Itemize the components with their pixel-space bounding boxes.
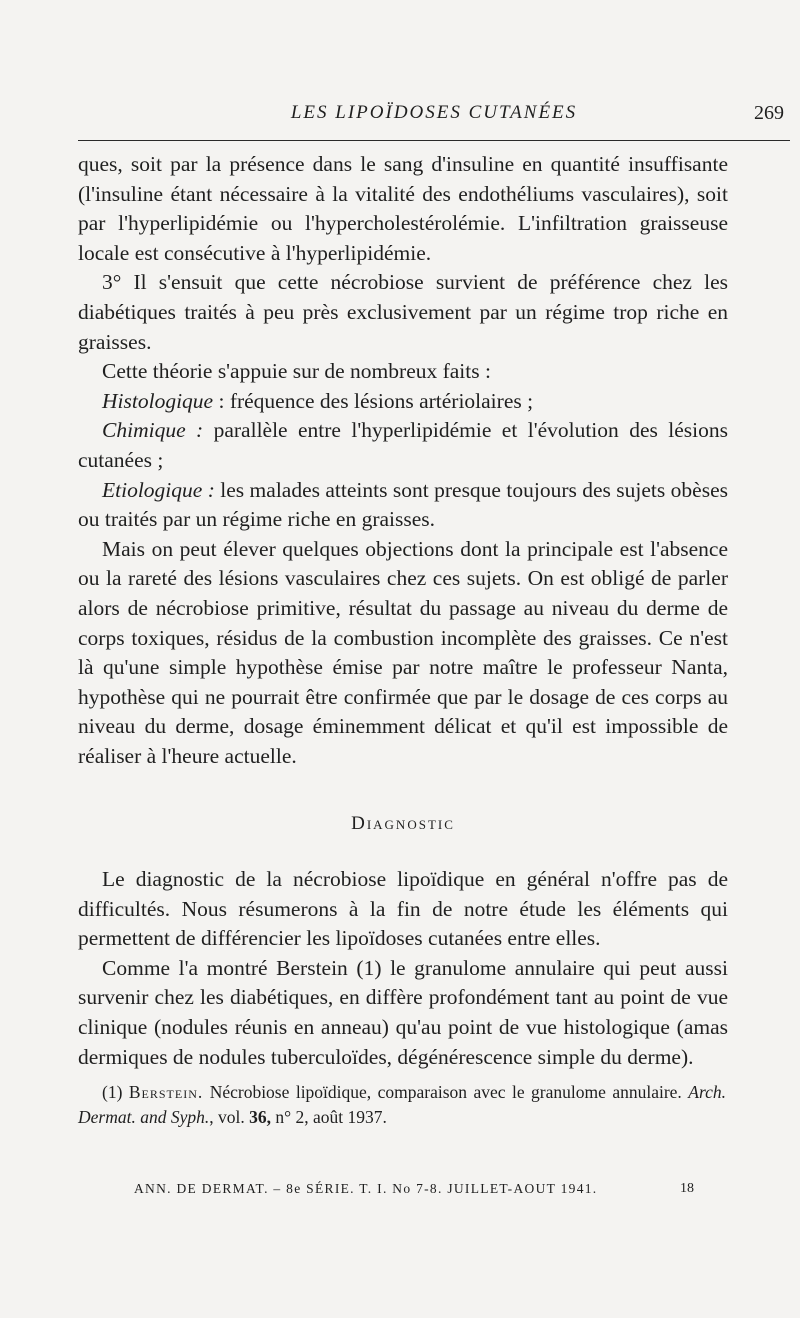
paragraph-text: : fréquence des lésions artériolaires ; — [213, 388, 534, 413]
paragraph: Cette théorie s'appuie sur de nombreux faits : — [102, 359, 491, 384]
footnote-text — [78, 1080, 726, 1130]
italic-lead: Histologique — [102, 388, 214, 413]
footnote-author: Berstein. — [128, 1082, 204, 1102]
footnote-text-part: n° 2, août 1937. — [270, 1107, 387, 1127]
italic-lead: Etiologique : — [102, 477, 215, 502]
footnote-marker: (1) — [102, 1082, 129, 1102]
paragraph — [78, 416, 728, 475]
body-text — [78, 150, 728, 1072]
header-rule — [78, 140, 790, 141]
paragraph: Comme l'a montré Berstein (1) le granulome annulaire qui peut aussi survenir chez les diabétiques, en diffère profondément tant au point de vue clinique (nodules réunis en anneau) qu'au point de vue histologique (amas dermiques de nodules tuberculoïdes, dégénérescence simple du derme). — [78, 955, 728, 1069]
footnote-title: Nécrobiose lipoïdique, comparaison avec le granulome annulaire. — [203, 1082, 689, 1102]
page-number: 269 — [754, 102, 784, 124]
paragraph — [78, 387, 728, 417]
paragraph — [78, 476, 728, 535]
paragraph: 3° Il s'ensuit que cette nécrobiose survient de préférence chez les diabétiques traités à peu près exclusivement par un régime trop riche en graisses. — [78, 270, 728, 354]
footnote — [78, 1080, 726, 1130]
sheet-number: 18 — [680, 1181, 694, 1196]
running-head — [78, 100, 790, 130]
footnote-volume: 36, — [249, 1107, 271, 1127]
paragraph-text: les malades atteints sont presque toujours des sujets obèses ou traités par un régime riche en graisses. — [78, 477, 728, 532]
paragraph-text: parallèle entre l'hyperlipidémie et l'évolution des lésions cutanées ; — [78, 418, 728, 472]
printer-signature — [134, 1181, 694, 1197]
paragraph: Mais on peut élever quelques objections dont la principale est l'absence ou la rareté des lésions vasculaires chez ces sujets. On est obligé de parler alors de nécrobiose primitive, résultat du passage au niveau du derme de corps toxiques, résidus de la combustion incomplète des graisses. Ce n'est là qu'une simple hypothèse émise par notre maître le professeur Nanta, hypothèse qui ne pourrait être confirmée que par le dosage de ces corps au niveau du derme, dosage éminemment délicat et qu'il est impossible de réaliser à l'heure actuelle. — [78, 536, 728, 768]
running-title: LES LIPOÏDOSES CUTANÉES — [290, 102, 578, 123]
section-heading: Diagnostic — [351, 813, 455, 835]
signature-text: ANN. DE DERMAT. – 8e SÉRIE. T. I. No 7-8. JUILLET-AOUT 1941. — [134, 1181, 598, 1196]
footnote-journal: Arch. Dermat. and Syph. — [78, 1082, 726, 1127]
paragraph: ques, soit par la présence dans le sang d'insuline en quantité insuffisante (l'insuline étant nécessaire à la vitalité des endothéliums vasculaires), soit par l'hyperlipidémie ou l'hypercholestérolémie. L'infiltration graisseuse locale est consécutive à l'hyperlipidémie. — [78, 152, 728, 265]
paragraph: Le diagnostic de la nécrobiose lipoïdique en général n'offre pas de difficultés. Nous résumerons à la fin de notre étude les éléments qui permettent de différencier les lipoïdoses cutanées entre elles. — [78, 867, 728, 951]
footnote-text-part: , vol. — [209, 1107, 250, 1127]
italic-lead: Chimique : — [102, 418, 204, 443]
